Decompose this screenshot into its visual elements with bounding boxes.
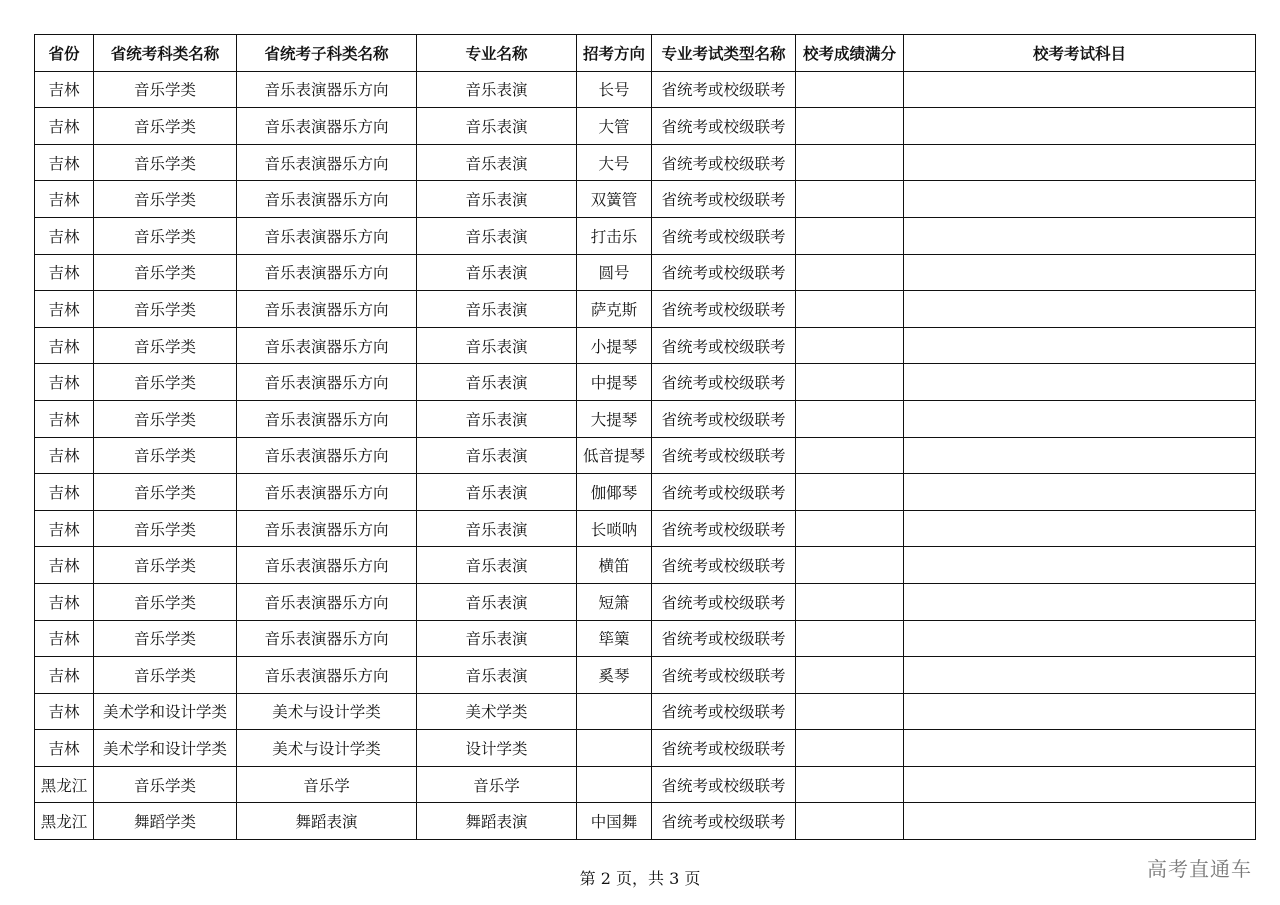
cell-exam-type: 省统考或校级联考: [652, 803, 796, 840]
cell-exam-subjects: [904, 510, 1256, 547]
cell-direction: 大提琴: [577, 400, 652, 437]
cell-category: 美术学和设计学类: [94, 693, 237, 730]
cell-direction: 大号: [577, 144, 652, 181]
cell-major: 音乐表演: [417, 657, 577, 694]
cell-subcategory: 美术与设计学类: [237, 693, 417, 730]
cell-exam-type: 省统考或校级联考: [652, 437, 796, 474]
cell-full-score: [796, 583, 904, 620]
cell-subcategory: 音乐表演器乐方向: [237, 437, 417, 474]
cell-direction: 中提琴: [577, 364, 652, 401]
cell-category: 音乐学类: [94, 583, 237, 620]
cell-full-score: [796, 657, 904, 694]
cell-category: 音乐学类: [94, 474, 237, 511]
header-full-score: 校考成绩满分: [796, 35, 904, 72]
table-row: [35, 657, 1256, 694]
cell-exam-type: 省统考或校级联考: [652, 291, 796, 328]
cell-full-score: [796, 108, 904, 145]
cell-exam-type: 省统考或校级联考: [652, 510, 796, 547]
cell-direction: 伽倻琴: [577, 474, 652, 511]
cell-exam-subjects: [904, 583, 1256, 620]
cell-subcategory: 音乐表演器乐方向: [237, 657, 417, 694]
cell-province: 吉林: [35, 327, 94, 364]
table-header: [35, 35, 1256, 72]
cell-exam-type: 省统考或校级联考: [652, 547, 796, 584]
cell-exam-type: 省统考或校级联考: [652, 730, 796, 767]
table-row: [35, 364, 1256, 401]
cell-exam-type: 省统考或校级联考: [652, 766, 796, 803]
cell-exam-subjects: [904, 693, 1256, 730]
cell-exam-subjects: [904, 803, 1256, 840]
cell-province: 吉林: [35, 620, 94, 657]
cell-province: 吉林: [35, 510, 94, 547]
cell-direction: 大管: [577, 108, 652, 145]
cell-subcategory: 音乐表演器乐方向: [237, 364, 417, 401]
cell-exam-subjects: [904, 327, 1256, 364]
cell-direction: 打击乐: [577, 217, 652, 254]
cell-category: 音乐学类: [94, 620, 237, 657]
cell-category: 音乐学类: [94, 766, 237, 803]
cell-full-score: [796, 730, 904, 767]
cell-category: 音乐学类: [94, 657, 237, 694]
cell-category: 音乐学类: [94, 547, 237, 584]
cell-subcategory: 音乐学: [237, 766, 417, 803]
data-table: [34, 34, 1256, 840]
cell-direction: 中国舞: [577, 803, 652, 840]
cell-direction: [577, 730, 652, 767]
table-row: [35, 510, 1256, 547]
cell-full-score: [796, 217, 904, 254]
cell-subcategory: 音乐表演器乐方向: [237, 620, 417, 657]
cell-direction: 长号: [577, 71, 652, 108]
cell-major: 音乐表演: [417, 437, 577, 474]
cell-province: 吉林: [35, 254, 94, 291]
cell-province: 吉林: [35, 730, 94, 767]
cell-exam-subjects: [904, 400, 1256, 437]
cell-major: 音乐表演: [417, 620, 577, 657]
table-row: [35, 291, 1256, 328]
cell-exam-subjects: [904, 217, 1256, 254]
cell-exam-subjects: [904, 766, 1256, 803]
cell-province: 吉林: [35, 144, 94, 181]
cell-major: 音乐表演: [417, 547, 577, 584]
cell-full-score: [796, 620, 904, 657]
table-row: [35, 730, 1256, 767]
cell-direction: 奚琴: [577, 657, 652, 694]
cell-direction: 短箫: [577, 583, 652, 620]
cell-category: 音乐学类: [94, 327, 237, 364]
cell-province: 吉林: [35, 108, 94, 145]
cell-subcategory: 音乐表演器乐方向: [237, 510, 417, 547]
cell-province: 吉林: [35, 474, 94, 511]
table-row: [35, 254, 1256, 291]
cell-full-score: [796, 291, 904, 328]
cell-direction: 双簧管: [577, 181, 652, 218]
cell-major: 音乐表演: [417, 327, 577, 364]
header-category: 省统考科类名称: [94, 35, 237, 72]
table-row: [35, 400, 1256, 437]
cell-category: 音乐学类: [94, 71, 237, 108]
cell-subcategory: 美术与设计学类: [237, 730, 417, 767]
cell-major: 音乐表演: [417, 364, 577, 401]
cell-category: 音乐学类: [94, 400, 237, 437]
cell-subcategory: 音乐表演器乐方向: [237, 217, 417, 254]
cell-category: 音乐学类: [94, 510, 237, 547]
cell-exam-type: 省统考或校级联考: [652, 693, 796, 730]
cell-direction: 筚篥: [577, 620, 652, 657]
cell-category: 舞蹈学类: [94, 803, 237, 840]
cell-exam-subjects: [904, 547, 1256, 584]
cell-direction: [577, 693, 652, 730]
table-row: [35, 71, 1256, 108]
cell-exam-type: 省统考或校级联考: [652, 657, 796, 694]
cell-province: 吉林: [35, 693, 94, 730]
table-body: [35, 71, 1256, 839]
cell-direction: 萨克斯: [577, 291, 652, 328]
cell-full-score: [796, 400, 904, 437]
cell-full-score: [796, 364, 904, 401]
cell-major: 音乐表演: [417, 510, 577, 547]
cell-exam-type: 省统考或校级联考: [652, 217, 796, 254]
cell-province: 吉林: [35, 217, 94, 254]
cell-exam-type: 省统考或校级联考: [652, 71, 796, 108]
header-province: 省份: [35, 35, 94, 72]
cell-full-score: [796, 474, 904, 511]
cell-exam-type: 省统考或校级联考: [652, 583, 796, 620]
cell-province: 吉林: [35, 291, 94, 328]
cell-province: 吉林: [35, 583, 94, 620]
cell-province: 吉林: [35, 657, 94, 694]
cell-exam-type: 省统考或校级联考: [652, 254, 796, 291]
cell-subcategory: 音乐表演器乐方向: [237, 254, 417, 291]
cell-full-score: [796, 437, 904, 474]
cell-exam-subjects: [904, 108, 1256, 145]
table-row: [35, 437, 1256, 474]
cell-province: 吉林: [35, 181, 94, 218]
cell-major: 音乐表演: [417, 144, 577, 181]
cell-category: 音乐学类: [94, 181, 237, 218]
cell-exam-type: 省统考或校级联考: [652, 620, 796, 657]
page-footer: 第 2 页，共 3 页: [579, 869, 701, 888]
cell-major: 音乐表演: [417, 217, 577, 254]
cell-major: 音乐表演: [417, 400, 577, 437]
header-exam-type: 专业考试类型名称: [652, 35, 796, 72]
table-row: [35, 583, 1256, 620]
cell-exam-type: 省统考或校级联考: [652, 181, 796, 218]
header-direction: 招考方向: [577, 35, 652, 72]
cell-exam-subjects: [904, 144, 1256, 181]
cell-major: 音乐表演: [417, 474, 577, 511]
cell-major: 音乐表演: [417, 108, 577, 145]
cell-province: 黑龙江: [35, 766, 94, 803]
table-row: [35, 803, 1256, 840]
cell-exam-subjects: [904, 474, 1256, 511]
cell-major: 音乐表演: [417, 291, 577, 328]
cell-subcategory: 音乐表演器乐方向: [237, 474, 417, 511]
cell-category: 美术学和设计学类: [94, 730, 237, 767]
cell-major: 音乐学: [417, 766, 577, 803]
cell-subcategory: 音乐表演器乐方向: [237, 108, 417, 145]
cell-direction: [577, 766, 652, 803]
cell-province: 吉林: [35, 547, 94, 584]
header-exam-subjects: 校考考试科目: [904, 35, 1256, 72]
cell-direction: 低音提琴: [577, 437, 652, 474]
table-row: [35, 327, 1256, 364]
watermark: 高考直通车: [1147, 857, 1252, 881]
cell-province: 吉林: [35, 400, 94, 437]
cell-province: 吉林: [35, 437, 94, 474]
cell-subcategory: 音乐表演器乐方向: [237, 71, 417, 108]
table-row: [35, 547, 1256, 584]
cell-exam-type: 省统考或校级联考: [652, 400, 796, 437]
cell-subcategory: 音乐表演器乐方向: [237, 400, 417, 437]
table-row: [35, 693, 1256, 730]
cell-major: 设计学类: [417, 730, 577, 767]
cell-major: 美术学类: [417, 693, 577, 730]
cell-subcategory: 音乐表演器乐方向: [237, 547, 417, 584]
cell-major: 音乐表演: [417, 71, 577, 108]
cell-exam-subjects: [904, 730, 1256, 767]
cell-full-score: [796, 254, 904, 291]
cell-major: 舞蹈表演: [417, 803, 577, 840]
cell-direction: 长唢呐: [577, 510, 652, 547]
cell-province: 黑龙江: [35, 803, 94, 840]
cell-major: 音乐表演: [417, 254, 577, 291]
cell-exam-subjects: [904, 620, 1256, 657]
cell-full-score: [796, 766, 904, 803]
cell-full-score: [796, 547, 904, 584]
header-major: 专业名称: [417, 35, 577, 72]
table-row: [35, 766, 1256, 803]
cell-exam-subjects: [904, 291, 1256, 328]
cell-exam-subjects: [904, 254, 1256, 291]
header-subcategory: 省统考子科类名称: [237, 35, 417, 72]
cell-subcategory: 音乐表演器乐方向: [237, 583, 417, 620]
cell-exam-type: 省统考或校级联考: [652, 327, 796, 364]
table-row: [35, 181, 1256, 218]
cell-full-score: [796, 693, 904, 730]
cell-full-score: [796, 181, 904, 218]
cell-full-score: [796, 144, 904, 181]
cell-exam-subjects: [904, 181, 1256, 218]
cell-category: 音乐学类: [94, 217, 237, 254]
header-row: [35, 35, 1256, 72]
cell-exam-type: 省统考或校级联考: [652, 474, 796, 511]
cell-major: 音乐表演: [417, 583, 577, 620]
cell-subcategory: 音乐表演器乐方向: [237, 181, 417, 218]
cell-exam-subjects: [904, 437, 1256, 474]
cell-full-score: [796, 327, 904, 364]
cell-direction: 横笛: [577, 547, 652, 584]
cell-direction: 小提琴: [577, 327, 652, 364]
table-row: [35, 620, 1256, 657]
cell-category: 音乐学类: [94, 364, 237, 401]
cell-category: 音乐学类: [94, 437, 237, 474]
cell-exam-type: 省统考或校级联考: [652, 108, 796, 145]
cell-full-score: [796, 510, 904, 547]
cell-subcategory: 音乐表演器乐方向: [237, 327, 417, 364]
table-row: [35, 108, 1256, 145]
cell-exam-subjects: [904, 657, 1256, 694]
cell-full-score: [796, 803, 904, 840]
table-row: [35, 217, 1256, 254]
cell-province: 吉林: [35, 71, 94, 108]
cell-subcategory: 音乐表演器乐方向: [237, 291, 417, 328]
cell-exam-subjects: [904, 364, 1256, 401]
cell-exam-type: 省统考或校级联考: [652, 364, 796, 401]
cell-direction: 圆号: [577, 254, 652, 291]
cell-subcategory: 舞蹈表演: [237, 803, 417, 840]
table-row: [35, 144, 1256, 181]
cell-category: 音乐学类: [94, 108, 237, 145]
cell-category: 音乐学类: [94, 144, 237, 181]
cell-exam-subjects: [904, 71, 1256, 108]
table-row: [35, 474, 1256, 511]
cell-category: 音乐学类: [94, 254, 237, 291]
cell-subcategory: 音乐表演器乐方向: [237, 144, 417, 181]
cell-exam-type: 省统考或校级联考: [652, 144, 796, 181]
cell-province: 吉林: [35, 364, 94, 401]
cell-full-score: [796, 71, 904, 108]
cell-category: 音乐学类: [94, 291, 237, 328]
cell-major: 音乐表演: [417, 181, 577, 218]
